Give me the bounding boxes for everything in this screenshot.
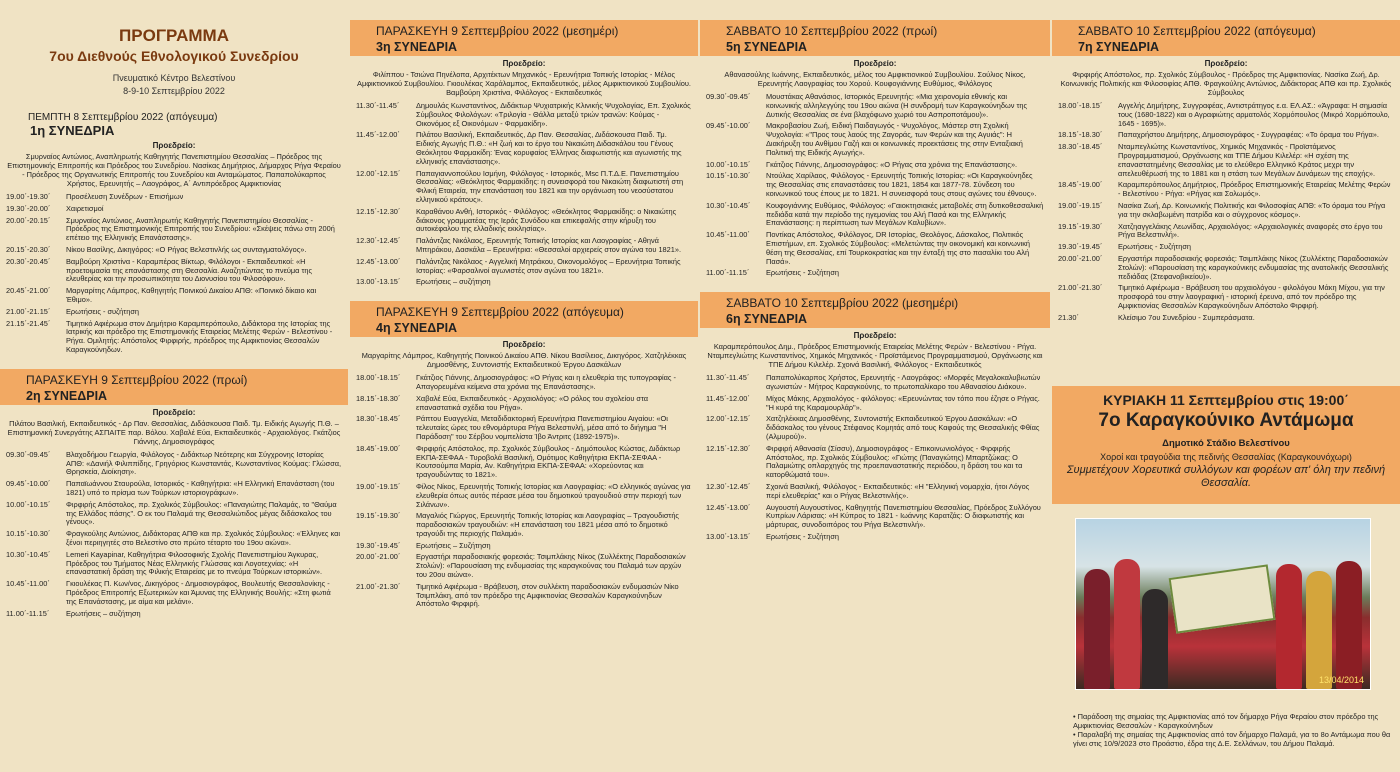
schedule-row — [1052, 102, 1400, 128]
schedule-time: 21.00΄-21.30΄ — [1058, 283, 1103, 293]
schedule-time: 12.30΄-12.45΄ — [706, 481, 751, 491]
schedule-talk: Εργαστήρι παραδοσιακής φορεσιάς: Τσιμπλάκης Νίκος (Συλλέκτης Παραδοσιακών Στολών): «Παρουσίαση της ενδυμασίας της καραγκούνας του Παλαμά των αρχών του 20ου αιώνα». — [416, 552, 686, 580]
schedule-row — [0, 193, 348, 202]
schedule-row — [700, 161, 1050, 170]
schedule-talk: Φιρφιρής Απόστολος, πρ. Σχολικός Σύμβουλος - Δημόπουλος Κώστας, Διδάκτωρ ΕΚΠΑ-ΣΕΦΑΑ - Τυροβολά Βασιλική, Ομότιμος Καθηγήτρια ΕΚΠΑ-ΣΕΦΑΑ - Κουτσούμπα Μαρία, Αν. Καθηγήτρια ΕΚΠΑ-ΣΕΦΑΑ: «Χορεύοντας και τραγουδώντας το 1821». — [416, 443, 681, 480]
schedule-row — [1052, 223, 1400, 241]
schedule-row — [1052, 243, 1400, 252]
session-band — [350, 20, 698, 56]
band-day: ΠΑΡΑΣΚΕΥΗ 9 Σεπτεμβρίου 2022 (πρωί) — [26, 372, 248, 387]
schedule-time: 13.00΄-13.15΄ — [356, 277, 401, 287]
band-day: ΣΑΒΒΑΤΟ 10 Σεπτεμβρίου 2022 (μεσημέρι) — [726, 296, 959, 311]
schedule-row — [350, 483, 698, 509]
schedule-row — [0, 501, 348, 527]
session-band — [700, 292, 1050, 328]
presiding-members: Σμυρναίος Αντώνιος, Αναπληρωτής Καθηγητής Πανεπιστημίου Θεσσαλίας – Πρόεδρος της Επιστημονικής Επιτροπής και Πρόεδρος του Συνεδρίου. Νασίκας Δημήτριος, Δήμαρχος Ρήγα Φεραίου - Πρόεδρος της Οργανωτικής Επιτροπής του Συνεδρίου και Ανταμώματος. Παπαπολύκαρπος Χρήστος, Ερευνητής – Λαογράφος, Α΄ Αντιπρόεδρος Αμφικτιονίας — [7, 152, 341, 188]
schedule-time: 21.00΄-21.15΄ — [6, 306, 51, 316]
schedule-row — [700, 93, 1050, 119]
schedule-talk: Κουφογιάννης Ευθύμιος, Φιλόλογος: «Γαιοκτησιακές μεταβολές στη δυτικοθεσσαλική πεδιάδα κατά την περίοδο της ηγεμονίας του Αλή Πασά και της Ελληνικής Επανάστασης: η περίπτωση των Μεγάλων Καλυβίων». — [766, 200, 1044, 228]
schedule-talk: Νίκου Βασίλης, Δικηγόρος: «Ο Ρήγας Βελεστινλής ως συνταγματολόγος». — [66, 244, 307, 254]
schedule-row — [350, 374, 698, 392]
schedule-time: 10.30΄-10.45΄ — [706, 200, 751, 210]
schedule-talk: Ποντίκας Απόστολος, Φιλόλογος, DR Ιστορίας, Θεολόγος, Δάσκαλος, Πολιτικός Επιστήμων, επ. Σχολικός Σύμβουλος: «Μελετώντας την οικονομική και κοινωνική θέση της Θεσσαλίας, επί Τουρκοκρατίας και την ένταξή της στο πασαλίκι του Αλή Πασά». — [766, 230, 1030, 266]
schedule-talk: Ερωτήσεις - Συζήτηση — [766, 268, 840, 278]
schedule-row — [350, 131, 698, 166]
photo-date-stamp: 13/04/2014 — [1318, 675, 1364, 685]
day-heading: ΠΕΜΠΤΗ 8 Σεπτεμβρίου 2022 (απόγευμα) — [28, 112, 218, 123]
schedule-talk: Αγγελής Δημήτρης, Συγγραφέας, Αντιστράτηγος ε.α. ΕΛ.ΑΣ.: «Άγραφα: Η σημασία τους (1680-1822) και ο Αγραφιώτης αρματολός Χορμόπουλος (Μικρό Χορμόπουλο, 1645 - 1695)». — [1118, 101, 1390, 128]
schedule-talk: Γκάτζιος Γιάννης, Δημοσιογράφος: «Ο Ρήγας στα χρόνια της Επανάστασης». — [766, 159, 1018, 169]
schedule-talk: Τιμητικό Αφιέρωμα στον Δημήτριο Καραμπερόπουλο, Διδάκτορα της Ιστορίας της Ιατρικής και πρόεδρο της Επιστημονικής Εταιρείας Μελέτης Φερών - Βελεστίνου - Ρήγα. Ομιλητής: Απόστολος Φιρφιρής, πρόεδρος της Αμφικτιονίας Θεσσαλών Καραγκούνηδων. — [66, 318, 333, 354]
schedule-talk: Κλείσιμο 7ου Συνεδρίου - Συμπεράσματα. — [1118, 312, 1255, 322]
schedule-row — [1052, 314, 1400, 323]
schedule-talk: Τιμητικό Αφιέρωμα - Βράβευση του αρχαιολόγου - φιλολόγου Μάκη Μίχου, για την προσφορά του στην λαογραφική - ιστορική έρευνα, από τον πρόεδρο της Αμφικτιονίας Θεσσαλών Καραγκούνηδων Απόστολο Φιρφιρή. — [1118, 283, 1385, 310]
schedule-talk: Χαβαλέ Εύα, Εκπαιδευτικός - Αρχαιολόγος: «Ο ρόλος του σχολείου στα επαναστατικά σχέδια του Ρήγα». — [416, 393, 649, 412]
schedule-time: 18.15΄-18.30΄ — [1058, 130, 1103, 140]
program-header — [0, 26, 348, 98]
schedule-talk: Γκάτζιος Γιάννης, Δημοσιογράφος: «Ο Ρήγας και η ελευθερία της τυπογραφίας - Απαγορευμένα κείμενα στα χρόνια της Επανάστασης». — [416, 373, 676, 391]
schedule-time: 09.45΄-10.00΄ — [6, 479, 51, 489]
session-band — [0, 369, 348, 405]
schedule-time: 20.15΄-20.30΄ — [6, 244, 51, 254]
sunday-description: Χοροί και τραγούδια της πεδινής Θεσσαλίας (Καραγκουνόχωρι) — [1100, 452, 1352, 462]
schedule-row — [700, 202, 1050, 228]
schedule-time: 20.00΄-21.00΄ — [356, 552, 401, 562]
schedule-row — [1052, 143, 1400, 178]
schedule-row — [350, 237, 698, 255]
band-session: 5η ΣΥΝΕΔΡΙΑ — [726, 40, 808, 54]
program-venue: Πνευματικό Κέντρο Βελεστίνου — [112, 73, 236, 83]
schedule-talk: Φίλος Νίκος, Ερευνητής Τοπικής Ιστορίας και Λαογραφίας: «Ο ελληνικός αγώνας για ελευθερία όπως αυτός πέρασε μέσα του δημοτικού τραγουδιού στην περιοχή των Σιλάνων». — [416, 481, 691, 509]
schedule-talk: Ερωτήσεις – συζήτηση — [66, 608, 141, 618]
band-session: 7η ΣΥΝΕΔΡΙΑ — [1078, 40, 1160, 54]
schedule-talk: Γκιουλέκας Π. Κων/νος, Δικηγόρος - Δημοσιογράφος, Βουλευτής Θεσσαλονίκης - Πρόεδρος Επιτροπής Εξωτερικών και Άμυνας της Ελληνικής Βουλής: «Στη φωτιά της Επανάστασης, με αίμα και μελάνι». — [66, 579, 331, 606]
presiding-members: Αθανασούλης Ιωάννης, Εκπαιδευτικός, μέλος του Αμφικτιονικού Συμβουλίου. Σούλιος Νίκος, Ερευνητής Λαογραφίας του Χορού. Κουφογιάννης Ευθύμιος, Φιλόλογος — [724, 70, 1026, 88]
schedule-talk: Ερωτήσεις – συζήτηση — [416, 277, 491, 287]
schedule-time: 19.00΄-19.30΄ — [6, 192, 51, 201]
flag-banner — [1169, 564, 1276, 633]
schedule-row — [1052, 181, 1400, 199]
schedule-row — [350, 542, 698, 551]
sunday-participants: Συμμετέχουν Χορευτικά συλλόγων και φορέων απ' όλη την πεδινή Θεσσαλία. — [1066, 464, 1386, 489]
schedule-row — [700, 374, 1050, 392]
schedule-time: 20.00΄-20.15΄ — [6, 215, 51, 225]
schedule-talk: Χατζηλέκκας Δημοσθένης, Συντονιστής Εκπαιδευτικού Έργου Δασκάλων: «Ο διδάσκαλος του γένους Στέφανος Κομητάς από τους Καφούς της Θεσσαλικής Φθίας (Αλμυρού)». — [766, 414, 1040, 441]
schedule-time: 10.45΄-11.00΄ — [706, 230, 750, 240]
schedule-talk: Ερωτήσεις - Συζήτηση — [1118, 242, 1192, 252]
band-session: 4η ΣΥΝΕΔΡΙΑ — [376, 321, 458, 336]
dancer-figure — [1114, 559, 1140, 689]
schedule-talk: Lemeri Kayapinar, Καθηγήτρια Φιλοσοφικής Σχολής Πανεπιστημίου Άγκυρας, Πρόεδρος του Τμήματος Νέας Ελληνικής Γλώσσας και Λογοτεχνίας: «Η επαναστατική δράση της Φιλικής Εταιρείας με το πνεύμα Τούρκων ιστορικών». — [66, 549, 323, 577]
schedule-talk: Μακροβασίου Ζωή, Ειδική Παιδαγωγός - Ψυχολόγος, Μάστερ στη Σχολική Ψυχολογία: «"Προς τους λαούς της Ζαγοράς, των Φερών και της Αγυιάς": Η Διακήρυξη του Ανθίμου Γαζή και οι κοινωνικές προεκτάσεις της στην Ενταξιακή Πολιτική της Ειδικής Αγωγής». — [766, 121, 1023, 157]
schedule-row — [0, 308, 348, 317]
schedule-row — [700, 483, 1050, 501]
schedule-talk: Νταμπεγλιώτης Κωνσταντίνος, Χημικός Μηχανικός - Προϊστάμενος Προγραμματισμού, Οργάνωσης και ΤΠΕ Δήμου Κιλελέρ: «Η σχέση της επαναστατημένης Θεσσαλίας με το ελεύθερο Ελληνικό Κράτος μεχρι την απελευθέρωσή της το 1881 και η στάση των Μεγάλων Δυνάμεων της εποχής». — [1118, 142, 1376, 178]
schedule-time: 12.15΄-12.30΄ — [706, 443, 751, 453]
program-title: ΠΡΟΓΡΑΜΜΑ — [118, 26, 229, 45]
schedule-time: 19.30΄-19.45΄ — [1058, 242, 1103, 252]
schedule-time: 11.30΄-11.45΄ — [356, 101, 400, 110]
schedule-talk: Καραμπερόπουλος Δημήτριος, Πρόεδρος Επιστημονικής Εταιρείας Μελέτης Φερών - Βελεστίνου - Ρήγα: «Ρήγας και Σολωμός». — [1118, 180, 1391, 199]
schedule-talk: Χαιρετισμοί — [66, 203, 104, 213]
schedule-time: 11.45΄-12.00΄ — [356, 130, 400, 140]
schedule-row — [0, 287, 348, 305]
schedule-time: 18.45΄-19.00΄ — [1058, 180, 1103, 190]
schedule-time: 19.30΄-19.45΄ — [356, 540, 401, 550]
schedule-talk: Ερωτήσεις - συζήτηση — [66, 306, 139, 316]
program-dates: 8-9-10 Σεπτεμβρίου 2022 — [123, 86, 225, 96]
schedule-talk: Προσέλευση Συνέδρων - Επισήμων — [66, 192, 184, 201]
schedule-row — [350, 415, 698, 441]
schedule-row — [350, 258, 698, 276]
schedule-time: 20.45΄-21.00΄ — [6, 286, 51, 296]
schedule-time: 10.15΄-10.30΄ — [706, 171, 751, 181]
band-day: ΠΑΡΑΣΚΕΥΗ 9 Σεπτεμβρίου 2022 (μεσημέρι) — [376, 24, 619, 38]
presiding-members: Καραμπερόπουλος Δημ., Πρόεδρος Επιστημονικής Εταιρείας Μελέτης Φερών - Βελεστίνου - Ρήγα. Νταμπεγλιώτης Κωνσταντίνος, Χημικός Μηχανικός - Προϊστάμενος Προγραμματισμού, Οργάνωσης και ΤΠΕ Δήμου Κιλελέρ. Σχοινά Βασιλική, Φιλόλογος - Εκπαιδευτικός — [707, 342, 1043, 370]
schedule-row — [0, 246, 348, 255]
schedule-talk: Παλάντζας Νικόλαος, Ερευνητής Τοπικής Ιστορίας και Λαογραφίας - Αθηνά Μπηράκου, Δασκάλα – Ερευνήτρια: «Θεσσαλοί αρχιερείς στον αγώνα του 1821». — [416, 236, 682, 254]
schedule-talk: Βλαχοδήμου Γεωργία, Φιλόλογος - Διδάκτωρ Νεότερης και Σύγχρονης Ιστορίας ΑΠΘ: «Δανιήλ Φιλιππίδης, Γρηγόριος Κωνσταντάς, Κωνσταντίνος Κούμας: Γλώσσα, Θρησκεία, Διοίκηση». — [66, 449, 342, 477]
schedule-time: 11.45΄-12.00΄ — [706, 393, 750, 403]
session-3-list — [350, 102, 698, 287]
band-session: 3η ΣΥΝΕΔΡΙΑ — [376, 40, 458, 54]
schedule-row — [350, 445, 698, 480]
schedule-row — [0, 610, 348, 619]
schedule-time: 09.45΄-10.00΄ — [706, 121, 751, 131]
schedule-row — [0, 480, 348, 498]
schedule-talk: Νασίκα Ζωή, Δρ. Κοινωνικής Πολιτικής και Φιλοσοφίας ΑΠΘ: «Το όραμα του Ρήγα για την σκλαβωμένη πατρίδα και ο σύγχρονος κόσμος». — [1118, 200, 1386, 219]
schedule-time: 18.15΄-18.30΄ — [356, 393, 401, 403]
presiding-label: Προεδρείο: — [1204, 59, 1248, 68]
schedule-row — [700, 445, 1050, 480]
schedule-talk: Παπαϊωάννου Σταυρούλα, Ιστορικός - Καθηγήτρια: «Η Ελληνική Επανάσταση (του 1821) υπό το πρίσμα των Τούρκων ιστοριογράφων». — [66, 479, 335, 497]
schedule-row — [0, 551, 348, 577]
schedule-talk: Μουστάκας Αθανάσιος, Ιστορικός Ερευνητής: «Μια χειρονομία εθνικής και κοινωνικής αλληλεγγύης του 19ου αιώνα (Η συνδρομή των Καραγκούνηδων της Δυτικής Θεσσαλίας σε ένα βλαχόφωνο χωριό του Ασπροποτάμου)». — [766, 92, 1028, 119]
band-day: ΣΑΒΒΑΤΟ 10 Σεπτεμβρίου 2022 (πρωί) — [726, 24, 938, 38]
schedule-talk: Μαγαλιός Γιώργος, Ερευνητής Τοπικής Ιστορίας και Λαογραφίας – Τραγουδιστής παραδοσιακών τραγουδιών: «Η επανάσταση του 1821 μέσα από το δημοτικό τραγούδι της περιοχής Παλαμά». — [416, 511, 679, 538]
band-day: ΣΑΒΒΑΤΟ 10 Σεπτεμβρίου 2022 (απόγευμα) — [1078, 24, 1316, 38]
schedule-talk: Αυγουστή Αυγουστίνος, Καθηγητής Πανεπιστημίου Θεσσαλίας, Πρόεδρος Συλλόγου Κυπρίων Λάρισας: «Η Κύπρος το 1821 - Ιωάννης Καρατζάς: Ο διαφωτιστής και μάρτυρας, συνοδοιπόρος του Ρήγα Βελεστινλή». — [766, 502, 1041, 530]
schedule-time: 12.15΄-12.30΄ — [356, 206, 401, 216]
session-4-list — [350, 374, 698, 609]
column-3 — [700, 0, 1050, 772]
sunday-venue: Δημοτικό Στάδιο Βελεστίνου — [1162, 438, 1290, 449]
schedule-time: 10.30΄-10.45΄ — [6, 549, 51, 559]
schedule-talk: Παπαχρήστου Δημήτρης, Δημοσιογράφος - Συγγραφέας: «Το όραμα του Ρήγα». — [1118, 130, 1379, 140]
dancer-figure — [1276, 564, 1302, 689]
schedule-row — [700, 231, 1050, 266]
schedule-time: 21.30΄ — [1058, 312, 1079, 322]
schedule-talk: Παλάντζας Νικόλαος - Αγγελική Μητράκου, Οικονομολόγος – Ερευνήτρια Τοπικής Ιστορίας: «Φαρσαλινοί αγωνιστές στον αγώνα του 1821». — [416, 256, 681, 275]
session-1-list — [0, 193, 348, 355]
schedule-talk: Ντούλας Χαρίλαος, Φιλόλογος - Ερευνητής Τοπικής Ιστορίας: «Οι Καραγκούνηδες της Θεσσαλίας στις επαναστάσεις του 1821, 1854 και 1877-78. Σύνδεση του κοινωνικού τους έπους με το 1821. Η συνεισφορά τους στους αγώνες του έθνους». — [766, 171, 1037, 198]
schedule-row — [1052, 202, 1400, 220]
schedule-talk: Σχοινά Βασιλική, Φιλόλογος - Εκπαιδευτικός: «Η "Ελληνική νομαρχία, ήτοι Λόγος περί ελευθερίας" και ο Ρήγας Βελεστινλής». — [766, 481, 1030, 500]
schedule-talk: Παπαγιαννοπούλου Ισμήνη, Φιλόλογος - Ιστορικός, Msc Π.Τ.Δ.Ε. Πανεπιστημίου Θεσσαλίας: «Θεόκλητος Φαρμακίδης: η συνεισφορά του Νικαιώτη διαφωτιστή στη Φιλική Εταιρεία, την επανάσταση του 1821 και την οργάνωση του νεοσύστατου ελληνικού κράτους». — [416, 168, 684, 204]
event-photo — [1075, 518, 1371, 690]
schedule-time: 12.30΄-12.45΄ — [356, 236, 401, 246]
session-6-list — [700, 374, 1050, 542]
schedule-time: 09.30΄-09.45΄ — [706, 92, 751, 101]
schedule-time: 20.30΄-20.45΄ — [6, 256, 51, 266]
schedule-row — [700, 122, 1050, 157]
schedule-time: 19.00΄-19.15΄ — [356, 481, 401, 491]
schedule-talk: Τιμητικό Αφιέρωμα - Βράβευση, στον συλλέκτη παραδοσιακών ενδυμασιών Νίκο Τσιμπλάκη, από τον πρόεδρο της Αμφικτιονίας Θεσσαλών Καραγκούνηδων Απόστολο Φιρφιρή. — [416, 581, 679, 609]
schedule-row — [0, 451, 348, 477]
schedule-time: 19.15΄-19.30΄ — [1058, 221, 1103, 231]
schedule-time: 18.45΄-19.00΄ — [356, 443, 401, 453]
schedule-time: 21.15΄-21.45΄ — [6, 318, 51, 328]
schedule-talk: Βαμβούρη Χριστίνα - Καραμπέρας Βίκτωρ, Φιλόλογοι - Εκπαιδευτικοί: «Η προετοιμασία της επανάστασης στη Θεσσαλία. Αναζητώντας το πνεύμα της ελευθερίας και την προσωπικότητα του Διονυσίου του Φιλοσόφου». — [66, 256, 313, 284]
band-session: 2η ΣΥΝΕΔΡΙΑ — [26, 388, 108, 403]
schedule-time: 11.00΄-11.15΄ — [6, 608, 50, 618]
session-heading: 1η ΣΥΝΕΔΡΙΑ — [30, 123, 115, 138]
schedule-time: 13.00΄-13.15΄ — [706, 531, 751, 541]
presiding-label: Προεδρείο: — [853, 331, 897, 341]
schedule-row — [0, 580, 348, 606]
column-1 — [0, 0, 348, 772]
column-2 — [350, 0, 698, 772]
schedule-talk: Φιρφιρή Αθανασία (Σίσσυ), Δημοσιογράφος - Επικοινωνιολόγος - Φιρφιρής Απόστολος, πρ. Σχολικός Σύμβουλος: «Γιώτης (Παναγιώτης) Μπαρτζώκας: Ο Παλαμιώτης οπλαρχηγός της προεπαναστατικής περιόδου, η δράση του και τα κατορθώματά του». — [766, 443, 1023, 480]
schedule-talk: Χατζηαγγελάκης Λεωνίδας, Αρχαιολόγος: «Αρχαιολογικές αναφορές στο έργο του Ρήγα Βελεστινλή». — [1118, 221, 1383, 240]
presiding-members: Μαργαρίτης Λάμπρος, Καθηγητής Ποινικού Δικαίου ΑΠΘ. Νίκου Βασίλειος, Δικηγόρος. Χατζηλέκκας Δημοσθένης, Συντονιστής Εκπαιδευτικού Έργου Δασκάλων — [361, 351, 687, 370]
schedule-time: 18.30΄-18.45΄ — [1058, 142, 1103, 152]
schedule-row — [700, 269, 1050, 278]
schedule-row — [700, 533, 1050, 542]
schedule-time: 19.00΄-19.15΄ — [1058, 200, 1103, 210]
dancer-figure — [1336, 561, 1362, 689]
sunday-title: 7ο Καραγκούνικο Αντάμωμα — [1098, 410, 1354, 431]
schedule-row — [350, 278, 698, 287]
schedule-row — [350, 395, 698, 413]
presiding-label: Προεδρείο: — [152, 407, 196, 417]
schedule-talk: Ράπτου Ευαγγελία, Μεταδιδακτορική Ερευνήτρια Πανεπιστημίου Αιγαίου: «Οι τελευταίες ώρες του εθνομάρτυρα Ρήγα Βελεστινλή, μέσα από το διήγημα "Η Παράδοση" του Σέρβου νομπελίστα Ίβο Άντριτς (1892-1975)». — [416, 414, 668, 441]
schedule-talk: Φιρφιρής Απόστολος, πρ. Σχολικός Σύμβουλος: «Παναγιώτης Παλαμάς, το "Θαύμα της Ελλάδος πάσης". Ο εκ του Παλαμά της Θεσσαλιώτιδος μέγας διδάσκαλος του γένους». — [66, 499, 337, 527]
schedule-time: 21.00΄-21.30΄ — [356, 581, 401, 591]
band-day: ΠΑΡΑΣΚΕΥΗ 9 Σεπτεμβρίου 2022 (απόγευμα) — [376, 305, 624, 320]
presiding-members: Φιρφιρής Απόστολος, πρ. Σχολικός Σύμβουλος - Πρόεδρος της Αμφικτιονίας. Νασίκα Ζωή, Δρ. Κοινωνικής Πολιτικής και Φιλοσοφίας ΑΠΘ. Φραγκούλης Αντώνιος, Διδάκτορας ΑΠΘ και πρ. Σχολικός Σύμβουλος — [1060, 70, 1392, 97]
sunday-event-banner — [1052, 386, 1400, 504]
schedule-time: 10.45΄-11.00΄ — [6, 579, 50, 589]
schedule-talk: Ερωτήσεις - Συζήτηση — [766, 531, 840, 541]
schedule-time: 20.00΄-21.00΄ — [1058, 253, 1103, 263]
schedule-row — [0, 217, 348, 243]
schedule-row — [700, 172, 1050, 198]
schedule-row — [0, 530, 348, 548]
schedule-talk: Δημουλάς Κωνσταντίνος, Διδάκτωρ Ψυχιατρικής Κλινικής Ψυχολογίας, Επ. Σχολικός Σύμβουλος Φιλολόγων: «Τριλογία - Θάλλα μεταξύ τριών τρανών: Κούμας - Οικονόμος εξ Οικονόμων - Φαρμακίδη». — [416, 101, 691, 128]
schedule-talk: Σμυρναίος Αντώνιος, Αναπληρωτής Καθηγητής Πανεπιστημίου Θεσσαλίας - Πρόεδρος της Επιστημονικής Επιτροπής του Συνεδρίου: «Σκέψεις πάνω στη 200ή επέτειο της Ελληνικής Επανάστασης». — [66, 215, 335, 243]
session-band — [1052, 20, 1400, 56]
schedule-row — [1052, 131, 1400, 140]
note-item: • Παράδοση της σημαίας της Αμφικτιονίας από τον δήμαρχο Ρήγα Φεραίου στον πρόεδρο της Αμφικτιονίας Θεσσαλών - Καραγκούνηδων — [1073, 712, 1379, 730]
schedule-talk: Παπαπολύκαρπος Χρήστος, Ερευνητής - Λαογράφος: «Μορφές Μεγαλοκαλυβιωτών αγωνιστών - Μήτρος Καραγκούνης, το πρωτοπαλίκαρο του Αθανασίου Διάκου». — [766, 373, 1041, 391]
schedule-time: 18.30΄-18.45΄ — [356, 414, 401, 424]
dancer-figure — [1084, 569, 1110, 689]
schedule-time: 12.45΄-13.00΄ — [356, 256, 401, 266]
session-2-list — [0, 451, 348, 619]
session-7-list — [1052, 102, 1400, 323]
schedule-time: 10.00΄-10.15΄ — [706, 159, 751, 169]
band-session: 6η ΣΥΝΕΔΡΙΑ — [726, 312, 808, 327]
schedule-row — [0, 205, 348, 214]
schedule-row — [350, 512, 698, 538]
schedule-talk: Καραθάνου Ανθή, Ιστορικός - Φιλόλογος: «Θεόκλητος Φαρμακίδης: ο Νικαιώτης διάκονος γραμματέας της Ιεράς Συνόδου και επικεφαλής στην κήρυξη του αυτοκέφαλου της ελλαδικής εκκλησίας». — [416, 206, 677, 234]
schedule-time: 12.00΄-12.15΄ — [706, 414, 751, 424]
schedule-row — [350, 553, 698, 579]
dancer-figure — [1306, 571, 1332, 689]
sunday-date: ΚΥΡΙΑΚΗ 11 Σεπτεμβρίου στις 19:00΄ — [1103, 392, 1349, 408]
session-5-list — [700, 93, 1050, 278]
schedule-row — [700, 395, 1050, 413]
presiding-label: Προεδρείο: — [152, 141, 196, 150]
schedule-row — [0, 320, 348, 355]
schedule-row — [350, 102, 698, 128]
schedule-time: 12.45΄-13.00΄ — [706, 502, 751, 512]
schedule-time: 19.30΄-20.00΄ — [6, 203, 51, 213]
program-subtitle: 7ου Διεθνούς Εθνολογικού Συνεδρίου — [49, 48, 299, 64]
session-band — [350, 301, 698, 337]
schedule-row — [700, 504, 1050, 530]
schedule-row — [1052, 284, 1400, 310]
schedule-talk: Πιλάτου Βασιλική, Εκπαιδευτικός, Δρ Παν. Θεσσαλίας, Διδάσκουσα Παιδ. Τμ. Ειδικής Αγωγής Π.Θ.: «Η ζωή και το έργο του Νικαιώτη Διδασκάλου του Γένους Θεόκλητου Φαρμακίδη: Ένας κορυφαίος Έλληνας διαφωτιστής και αγωνιστής της ελληνικής επανάστασης». — [416, 130, 682, 166]
schedule-time: 10.00΄-10.15΄ — [6, 499, 51, 509]
closing-notes — [1073, 712, 1398, 748]
schedule-time: 11.30΄-11.45΄ — [706, 373, 750, 383]
presiding-label: Προεδρείο: — [853, 59, 897, 68]
schedule-time: 18.00΄-18.15΄ — [1058, 101, 1103, 110]
schedule-time: 19.15΄-19.30΄ — [356, 511, 401, 521]
schedule-time: 10.15΄-10.30΄ — [6, 529, 51, 539]
note-item: • Παραλαβή της σημαίας της Αμφικτιονίας από τον δήμαρχο Παλαμά, για το 8ο Αντάμωμα που θα γίνει στις 10/9/2023 στο Προάστιο, έδρα της Δ.Ε. Σελλάνων, του Δήμου Παλαμά. — [1073, 730, 1391, 748]
presiding-label: Προεδρείο: — [502, 59, 546, 68]
schedule-time: 18.00΄-18.15΄ — [356, 373, 401, 383]
schedule-row — [1052, 255, 1400, 281]
schedule-time: 11.00΄-11.15΄ — [706, 268, 750, 278]
schedule-time: 12.00΄-12.15΄ — [356, 168, 401, 178]
schedule-row — [0, 258, 348, 284]
schedule-row — [700, 415, 1050, 441]
schedule-row — [350, 170, 698, 205]
dancer-figure — [1142, 589, 1168, 689]
presiding-members: Φιλίππου - Τσιώνα Πηνέλοπα, Αρχιτέκτων Μηχανικός - Ερευνήτρια Τοπικής Ιστορίας - Μέλος Αμφικτιονικού Συμβουλίου. Γκιουλέκας Χαράλαμπος, Εκπαιδευτικός, μέλος Αμφικτιονικού Συμβουλίου. Βαμβούρη Χριστίνα, Φιλόλογος - Εκπαιδευτικός — [357, 70, 691, 97]
schedule-talk: Μίχος Μάκης, Αρχαιολόγος - φιλόλογος: «Ερευνώντας τον τόπο που έζησε ο Ρήγας. "Η κυρά της Καραμουρλάρ"». — [766, 393, 1040, 412]
schedule-talk: Μαργαρίτης Λάμπρος, Καθηγητής Ποινικού Δικαίου ΑΠΘ: «Ποινικό δίκαιο και Έθιμο». — [66, 286, 317, 304]
presiding-label: Προεδρείο: — [502, 340, 546, 350]
schedule-talk: Ερωτήσεις – Συζήτηση — [416, 540, 491, 550]
schedule-talk: Εργαστήρι παραδοσιακής φορεσιάς: Τσιμπλάκης Νίκος (Συλλέκτης Παραδοσιακών Στολών): «Παρουσίαση της καραγκούνικης ενδυμασίας της ανατολικής Θεσσαλικής πεδιάδας (Στεφανοβικείου)». — [1118, 253, 1389, 281]
schedule-talk: Φραγκούλης Αντώνιος, Διδάκτορας ΑΠΘ και πρ. Σχολικός Σύμβουλος: «Έλληνες και ξένοι περιηγητές στο Βελεστίνο στο πρώτο τέταρτο του 19ου αιώνα». — [66, 529, 340, 547]
schedule-time: 09.30΄-09.45΄ — [6, 449, 51, 459]
session-band — [700, 20, 1050, 56]
schedule-row — [350, 583, 698, 609]
presiding-members: Πιλάτου Βασιλική, Εκπαιδευτικός - Δρ Παν. Θεσσαλίας, Διδάσκουσα Παιδ. Τμ. Ειδικής Αγωγής Π.Θ. – Επιστημονική Συνεργάτης ΑΣΠΑΙΤΕ παρ. Βόλου. Χαβαλέ Εύα, Εκπαιδευτικός - Αρχαιολόγος. Γκάτζιος Γιάννης, Δημοσιογράφος — [7, 418, 341, 446]
schedule-row — [350, 208, 698, 234]
